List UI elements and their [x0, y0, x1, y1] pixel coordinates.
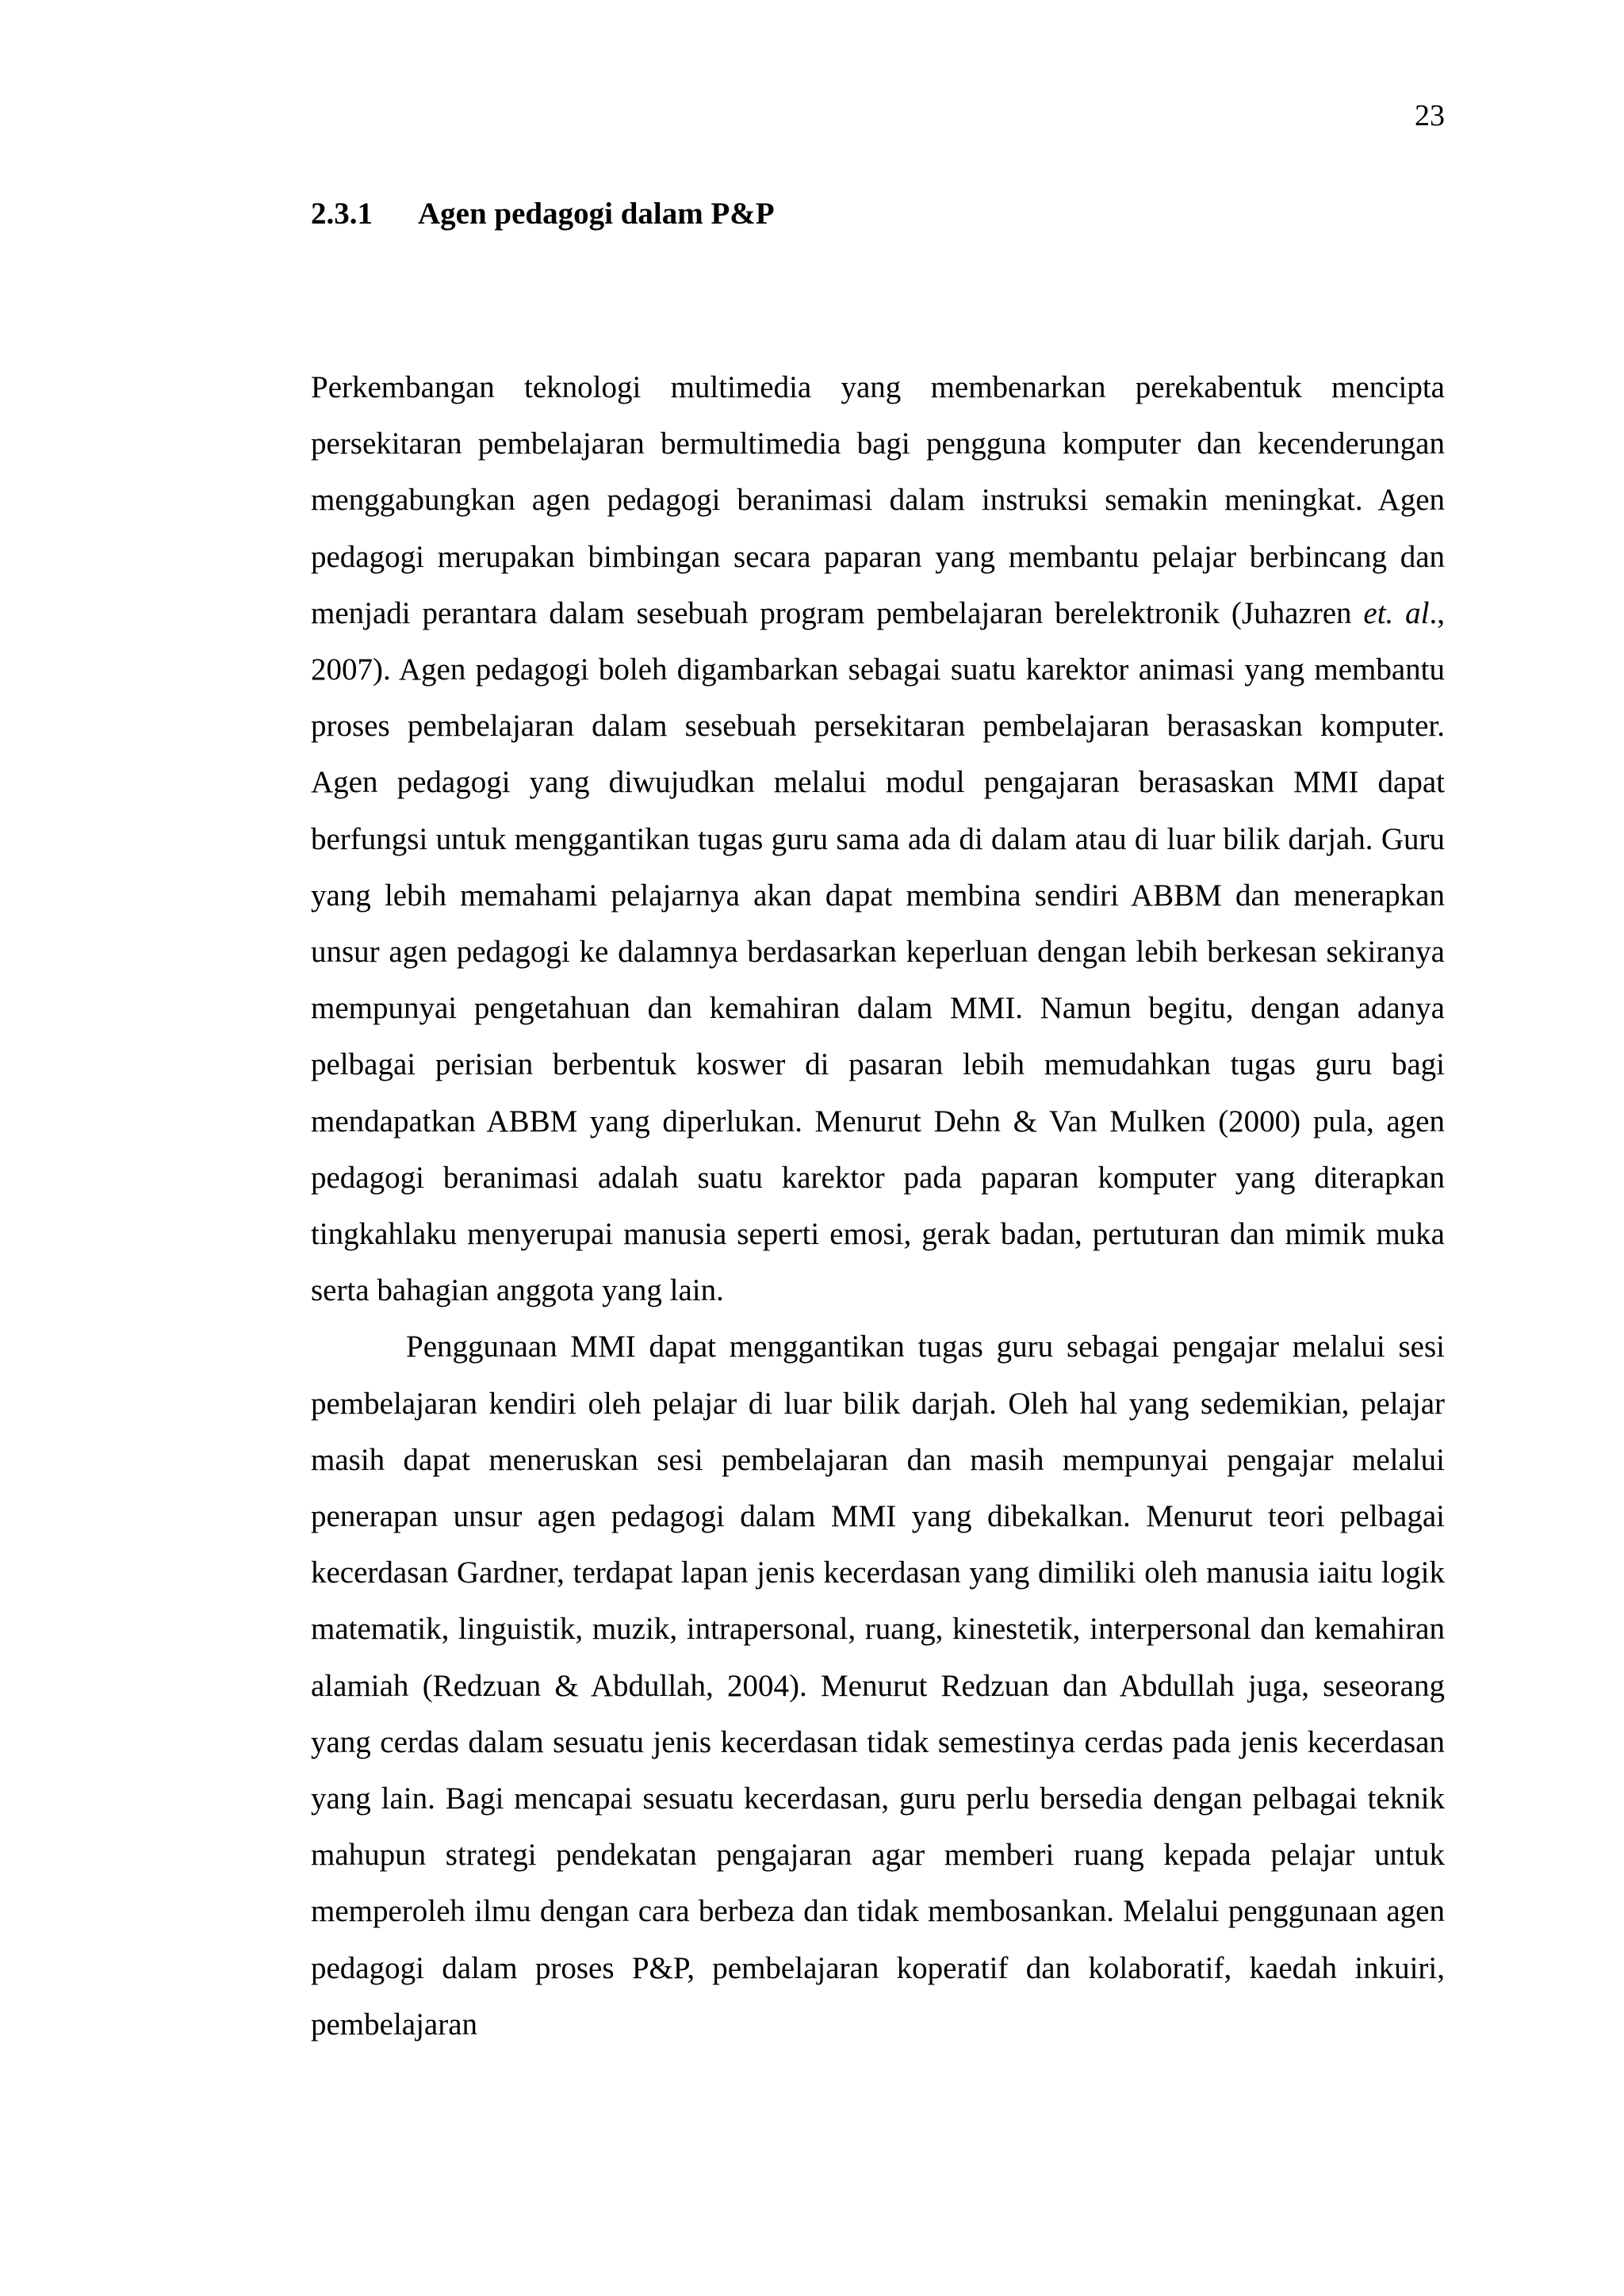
body-text — [311, 359, 1445, 2053]
section-heading — [311, 195, 775, 233]
citation-italic: et. al — [1363, 595, 1430, 630]
paragraph-1-text-a: Perkembangan teknologi multimedia yang membenarkan perekabentuk mencipta persekitaran pembelajaran bermultimedia bagi pengguna komputer dan kecenderungan menggabungkan agen pedagogi beranimasi dalam instruksi semakin meningkat. Agen pedagogi merupakan bimbingan secara paparan yang membantu pelajar berbincang dan menjadi perantara dalam sesebuah program pembelajaran berelektronik (Juhazren — [311, 370, 1445, 630]
section-number: 2.3.1 — [311, 197, 373, 231]
paragraph-1-text-b: ., 2007). Agen pedagogi boleh digambarkan sebagai suatu karektor animasi yang membantu proses pembelajaran dalam sesebuah persekitaran pembelajaran berasaskan komputer. Agen pedagogi yang diwujudkan melalui modul pengajaran berasaskan MMI dapat berfungsi untuk menggantikan tugas guru sama ada di dalam atau di luar bilik darjah. Guru yang lebih memahami pelajarnya akan dapat membina sendiri ABBM dan menerapkan unsur agen pedagogi ke dalamnya berdasarkan keperluan dengan lebih berkesan sekiranya mempunyai pengetahuan dan kemahiran dalam MMI. Namun begitu, dengan adanya pelbagai perisian berbentuk koswer di pasaran lebih memudahkan tugas guru bagi mendapatkan ABBM yang diperlukan. Menurut Dehn & Van Mulken (2000) pula, agen pedagogi beranimasi adalah suatu karektor pada paparan komputer yang diterapkan tingkahlaku menyerupai manusia seperti emosi, gerak badan, pertuturan dan mimik muka serta bahagian anggota yang lain. — [311, 595, 1445, 1308]
paragraph-1 — [311, 359, 1445, 1318]
section-title: Agen pedagogi dalam P&P — [418, 197, 775, 231]
page-number: 23 — [1415, 99, 1445, 132]
paragraph-2: Penggunaan MMI dapat menggantikan tugas guru sebagai pengajar melalui sesi pembelajaran kendiri oleh pelajar di luar bilik darjah. Oleh hal yang sedemikian, pelajar masih dapat meneruskan sesi pembelajaran dan masih mempunyai pengajar melalui penerapan unsur agen pedagogi dalam MMI yang dibekalkan. Menurut teori pelbagai kecerdasan Gardner, terdapat lapan jenis kecerdasan yang dimiliki oleh manusia iaitu logik matematik, linguistik, muzik, intrapersonal, ruang, kinestetik, interpersonal dan kemahiran alamiah (Redzuan & Abdullah, 2004). Menurut Redzuan dan Abdullah juga, seseorang yang cerdas dalam sesuatu jenis kecerdasan tidak semestinya cerdas pada jenis kecerdasan yang lain. Bagi mencapai sesuatu kecerdasan, guru perlu bersedia dengan pelbagai teknik mahupun strategi pendekatan pengajaran agar memberi ruang kepada pelajar untuk memperoleh ilmu dengan cara berbeza dan tidak membosankan. Melalui penggunaan agen pedagogi dalam proses P&P, pembelajaran koperatif dan kolaboratif, kaedah inkuiri, pembelajaran — [311, 1330, 1445, 2042]
